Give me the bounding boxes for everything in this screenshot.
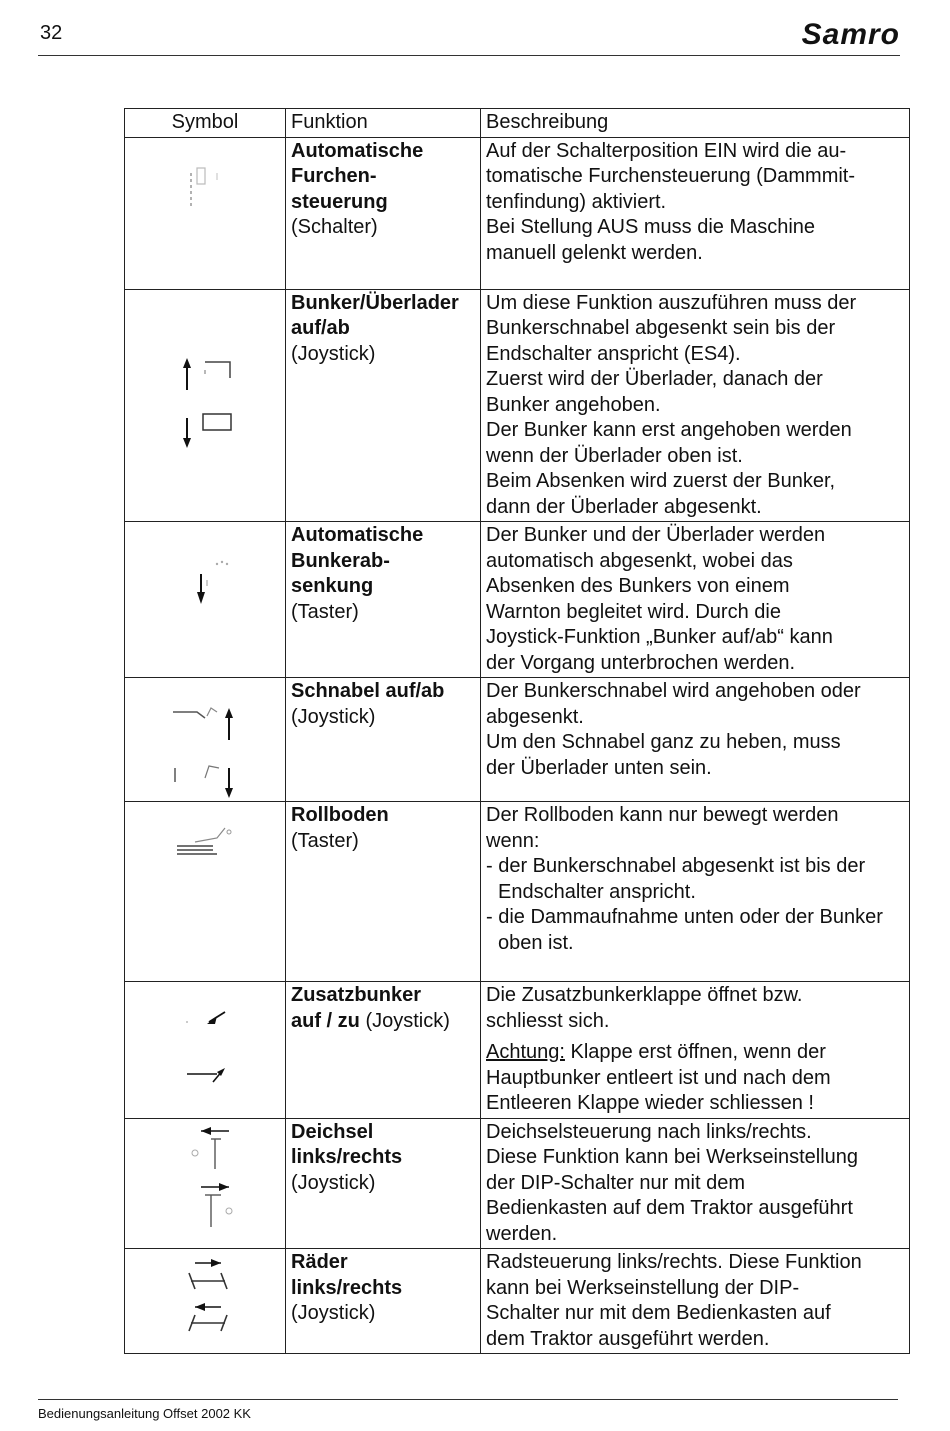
description-line: der Vorgang unterbrochen werden. [486,651,796,674]
function-cell [286,522,481,678]
description-line: Schalter nur mit dem Bedienkasten auf [486,1302,831,1324]
description-line: Zuerst wird der Überlader, danach der [486,368,823,390]
description-line: Der Bunkerschnabel wird angehoben oder [486,680,861,702]
description-line: schliesst sich. [486,1009,610,1032]
description-line: der Überlader unten sein. [486,756,712,779]
table-row [125,982,910,1119]
table-row [125,678,910,802]
description-line: abgesenkt. [486,705,584,728]
description-line: Diese Funktion kann bei Werkseinstellung [486,1146,859,1168]
description-line: Radsteuerung links/rechts. Diese Funktion [486,1251,862,1273]
description-line: wenn: [486,829,540,852]
function-title: auf / zu [291,1009,360,1032]
description-line: manuell gelenkt werden. [486,241,703,264]
wheels-icon [125,1249,275,1351]
description-line: - der Bunkerschnabel abgesenkt ist bis der Endschalter anspricht. [486,855,866,903]
description-line: Die Zusatzbunkerklappe öffnet bzw. [486,984,803,1006]
function-title-line [291,1009,475,1035]
description-line: dann der Überlader abgesenkt. [486,495,762,518]
function-cell [286,802,481,982]
description-line: Warnton begleitet wird. Durch die [486,600,781,623]
function-title: Bunkerab- [291,549,390,572]
description-line: kann bei Werkseinstellung der DIP- [486,1276,800,1299]
symbol-cell [125,1118,286,1249]
description-line: werden. [486,1222,558,1245]
drawbar-icon [125,1119,275,1247]
description-cell [481,802,910,982]
function-title: Zusatzbunker [291,984,422,1006]
symbol-cell [125,522,286,678]
function-title: Furchen- [291,165,377,187]
description-line: Der Bunker und der Überlader werden [486,524,826,546]
function-control: (Joystick) [365,1009,450,1032]
description-cell [481,137,910,289]
page-number: 32 [40,22,63,44]
description-line: Auf der Schalterposition EIN wird die au- [486,139,847,162]
function-control: (Joystick) [291,342,376,365]
description-line: Der Rollboden kann nur bewegt werden [486,804,839,826]
symbol-cell [125,289,286,522]
switch-icon [125,138,275,288]
symbol-cell [125,678,286,802]
function-title: Automatische [291,524,424,546]
description-line: Bedienkasten auf dem Traktor ausgeführt [486,1197,853,1219]
function-title: senkung [291,575,374,597]
rolling-floor-icon [125,802,275,982]
bunker-up-down-icon [125,290,275,520]
description-line: dem Traktor ausgeführt werden. [486,1327,770,1350]
function-control: (Taster) [291,829,359,852]
brand-logo: Samro [801,18,900,51]
table-header-row [125,109,910,138]
function-table [124,108,910,1354]
table-row [125,1118,910,1249]
table-row [125,522,910,678]
symbol-cell [125,802,286,982]
symbol-cell [125,137,286,289]
description-cell [481,678,910,802]
description-line: Beim Absenken wird zuerst der Bunker, [486,470,836,492]
header-divider [38,55,900,56]
description-line: Um den Schnabel ganz zu heben, muss [486,731,841,753]
table-row [125,802,910,982]
beak-up-down-icon [125,678,275,802]
description-line: Der Bunker kann erst angehoben werden [486,419,852,441]
footer-divider [38,1399,898,1400]
description-line: - die Dammaufnahme unten oder der Bunker oben ist. [486,906,883,954]
description-line: Um diese Funktion auszuführen muss der [486,291,857,314]
function-title: Bunker/Überlader [291,291,459,314]
description-cell [481,1118,910,1249]
function-cell [286,289,481,522]
warning-text: Klappe erst öffnen, wenn der Hauptbunker entleert ist und nach dem Entleeren Klappe wieder schliessen ! [486,1041,831,1114]
function-control: (Schalter) [291,216,378,238]
function-title: auf/ab [291,317,350,339]
description-line: tenfindung) aktiviert. [486,190,667,213]
footer-text: Bedienungsanleitung Offset 2002 KK [38,1406,251,1421]
warning-paragraph [486,1040,904,1117]
description-cell [481,522,910,678]
function-cell [286,678,481,802]
description-cell [481,289,910,522]
extra-bunker-icon [125,982,275,1116]
description-cell [481,1249,910,1354]
description-line: wenn der Überlader oben ist. [486,444,743,467]
function-title: Rollboden [291,804,389,826]
auto-lower-icon [125,522,275,672]
function-cell [286,982,481,1119]
function-control: (Joystick) [291,1171,376,1194]
description-line: Bunker angehoben. [486,393,661,416]
function-title: Deichsel [291,1120,374,1143]
function-title: Automatische [291,139,424,162]
table-row [125,1249,910,1354]
description-line: Joystick-Funktion „Bunker auf/ab“ kann [486,626,833,648]
warning-label: Achtung: [486,1041,565,1063]
function-title: Räder [291,1251,348,1273]
symbol-cell [125,982,286,1119]
function-cell [286,1249,481,1354]
description-line: Endschalter anspricht (ES4). [486,342,741,365]
function-title: links/rechts [291,1146,403,1168]
description-line: Bunkerschnabel abgesenkt sein bis der [486,317,836,339]
description-line: der DIP-Schalter nur mit dem [486,1171,745,1194]
function-control: (Taster) [291,600,359,623]
description-line: tomatische Furchensteuerung (Dammmit- [486,165,856,187]
column-header-description: Beschreibung [481,109,910,138]
table-row [125,137,910,289]
function-cell [286,137,481,289]
description-line: Absenken des Bunkers von einem [486,575,790,597]
function-title: Schnabel auf/ab [291,680,445,702]
description-line: Deichselsteuerung nach links/rechts. [486,1120,812,1143]
column-header-function: Funktion [286,109,481,138]
function-title: links/rechts [291,1276,403,1299]
table-row [125,289,910,522]
description-line: automatisch abgesenkt, wobei das [486,549,793,572]
function-title: steuerung [291,190,388,213]
function-control: (Joystick) [291,705,376,728]
description-cell [481,982,910,1119]
column-header-symbol: Symbol [125,109,286,138]
function-cell [286,1118,481,1249]
description-line: Bei Stellung AUS muss die Maschine [486,216,816,238]
function-control: (Joystick) [291,1302,376,1324]
symbol-cell [125,1249,286,1354]
